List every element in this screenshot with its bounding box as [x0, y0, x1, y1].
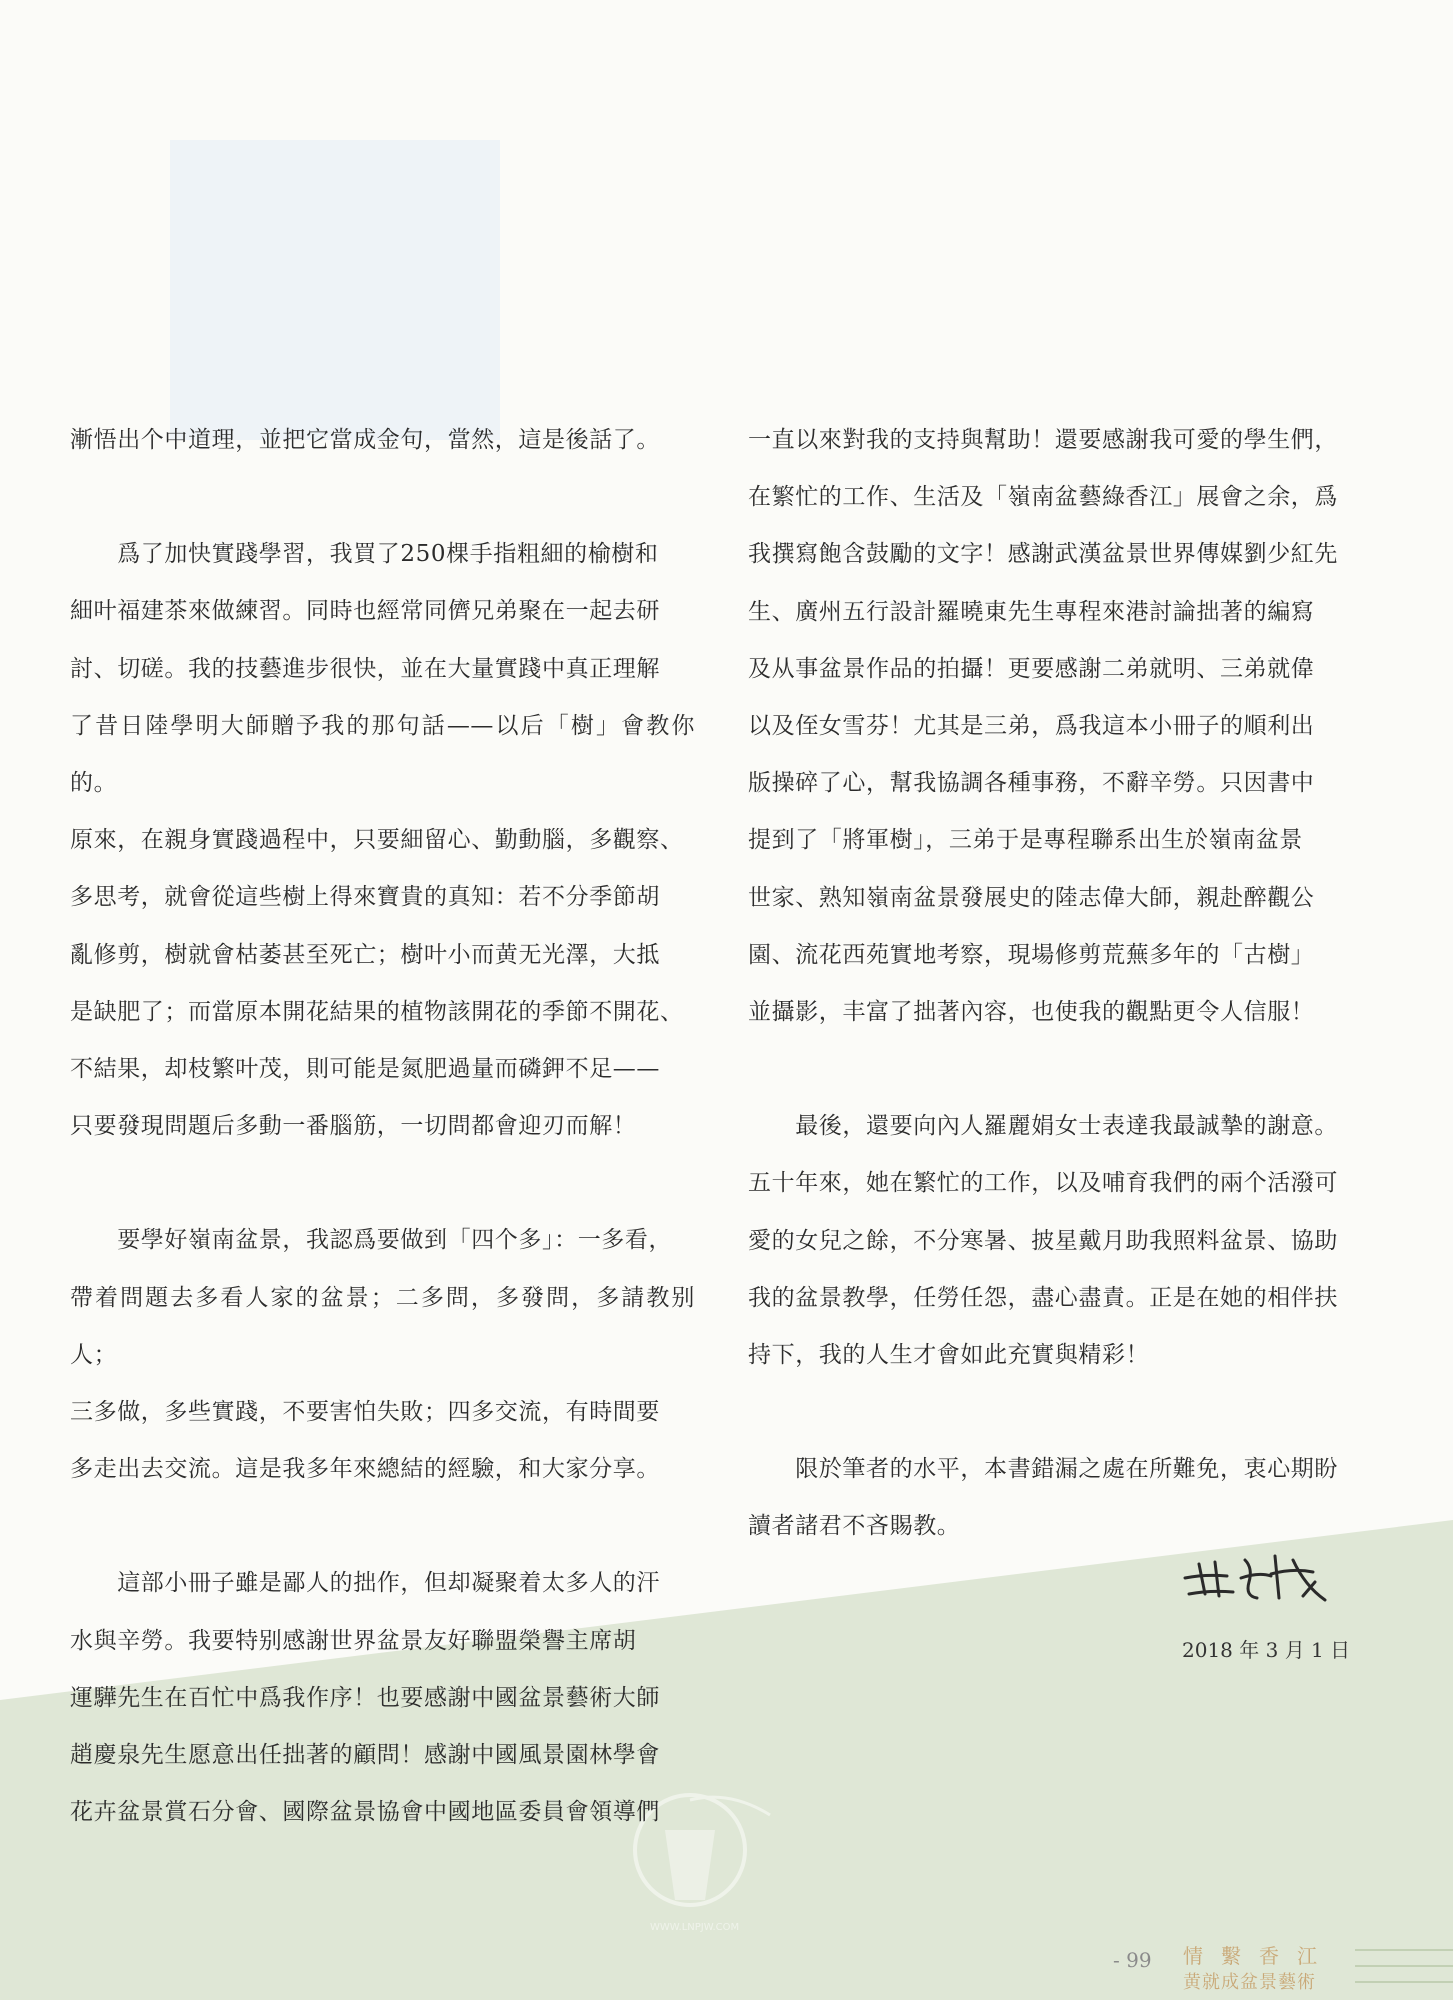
- footer-book-subtitle: 黄就成盆景藝術: [1183, 1972, 1316, 1993]
- handwritten-signature: [1175, 1538, 1335, 1618]
- left-text-column: [70, 412, 695, 1841]
- paragraph: 這部小冊子雖是鄙人的拙作，但却凝聚着太多人的汗 水與辛勞。我要特别感謝世界盆景友好聯盟榮譽主席胡 運驊先生在百忙中爲我作序！也要感謝中國盆景藝術大師 趙慶泉先生愿意出任拙著的顧問！感謝中國風景園林學會 花卉盆景賞石分會、國際盆景協會中國地區委員會領導們: [70, 1570, 660, 1826]
- paragraph: 要學好嶺南盆景，我認爲要做到「四个多」：一多看， 帶着問題去多看人家的盆景；二多問，多發問，多請教别人； 三多做，多些實踐，不要害怕失敗；四多交流，有時間要 多走出去交流。這是我多年來總結的經驗，和大家分享。: [70, 1227, 695, 1483]
- footer-rule-lines: [1355, 1946, 1453, 1986]
- page-number: - 99: [1113, 1948, 1152, 1972]
- paragraph: 最後，還要向內人羅麗娟女士表達我最誠摯的謝意。 五十年來，她在繁忙的工作，以及哺育我們的兩个活潑可 愛的女兒之餘，不分寒暑、披星戴月助我照料盆景、協助 我的盆景教學，任勞任怨，盡心盡責。正是在她的相伴扶 持下，我的人生才會如此充實與精彩！: [748, 1113, 1338, 1369]
- watermark-url: WWW.LNPJW.COM: [650, 1922, 740, 1933]
- light-blue-block: [170, 140, 500, 440]
- paragraph: 一直以來對我的支持與幫助！還要感謝我可愛的學生們， 在繁忙的工作、生活及「嶺南盆藝綠香江」展會之余，爲 我撰寫飽含鼓勵的文字！感謝武漢盆景世界傳媒劉少紅先 生、廣州五行設計羅曉東先生專程來港討論拙著的編寫 及从事盆景作品的拍攝！更要感謝二弟就明、三弟就偉 以及侄女雪芬！尤其是三弟，爲我這本小冊子的順利出 版操碎了心，幫我協調各種事務，不辭辛勞。只因書中 提到了「將軍樹」，三弟于是專程聯系出生於嶺南盆景 世家、熟知嶺南盆景發展史的陸志偉大師，親赴醉觀公 園、流花西苑實地考察，現場修剪荒蕪多年的「古樹」 並攝影，丰富了拙著內容，也使我的觀點更令人信服！: [748, 427, 1338, 1026]
- paragraph: 漸悟出个中道理，並把它當成金句，當然，這是後話了。: [70, 427, 660, 453]
- right-text-column: [748, 412, 1368, 1556]
- footer-book-title: 情繫香江: [1183, 1944, 1335, 1968]
- paragraph: 爲了加快實踐學習，我買了250棵手指粗細的榆樹和 細叶福建茶來做練習。同時也經常同儕兄弟聚在一起去研 討、切磋。我的技藝進步很快，並在大量實踐中真正理解 了昔日陸學明大師贈予我的那句話——以后「樹」會教你的。 原來，在親身實踐過程中，只要細留心、勤動腦，多觀察、 多思考，就會從這些樹上得來寶貴的真知：若不分季節胡 亂修剪，樹就會枯萎甚至死亡；樹叶小而黄无光澤，大抵 是缺肥了；而當原本開花結果的植物該開花的季節不開花、 不結果，却枝繁叶茂，則可能是氮肥過量而磷鉀不足—— 只要發現問題后多動一番腦筋，一切問都會迎刃而解！: [70, 541, 695, 1140]
- date: 2018 年 3 月 1 日: [1182, 1638, 1351, 1662]
- paragraph: 限於筆者的水平，本書錯漏之處在所難免，衷心期盼 讀者諸君不吝賜教。: [748, 1456, 1338, 1540]
